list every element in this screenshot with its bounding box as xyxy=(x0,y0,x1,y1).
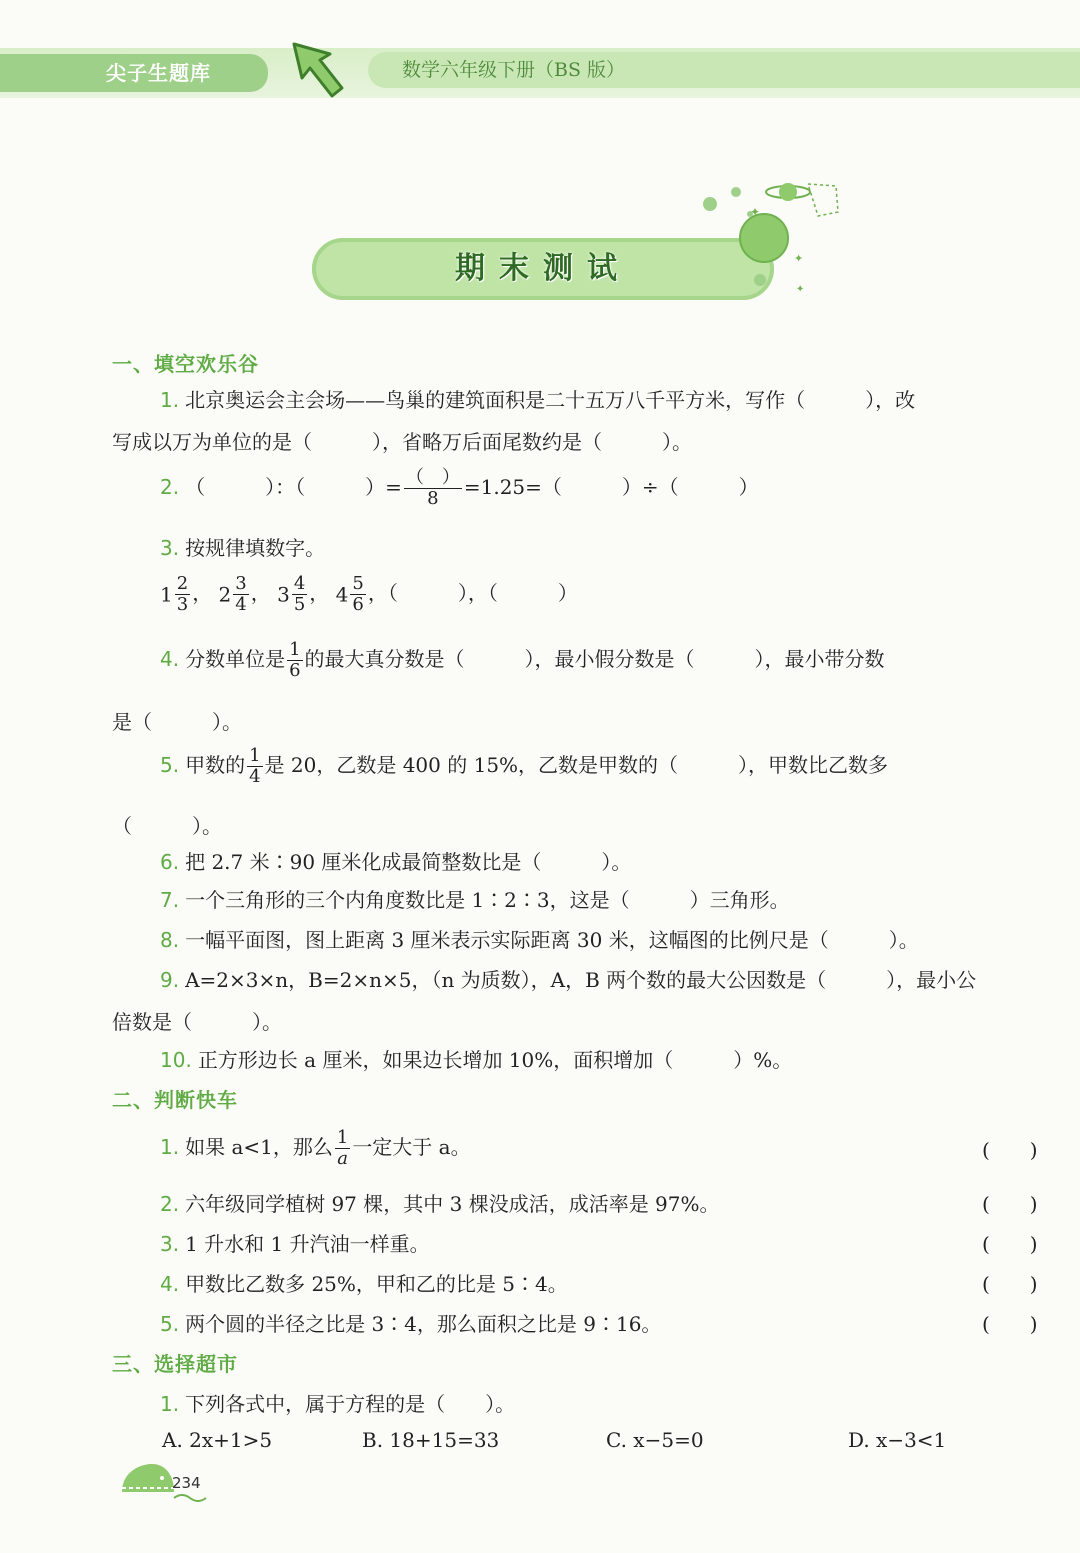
fraction xyxy=(175,574,190,615)
question-number: 6. xyxy=(160,850,180,874)
mixed-whole: 3 xyxy=(277,582,290,607)
answer-paren[interactable]: ( ) xyxy=(982,1192,1038,1216)
fraction xyxy=(404,468,462,509)
fraction xyxy=(287,640,302,681)
question-number: 4. xyxy=(160,1272,180,1296)
question-number: 4. xyxy=(160,647,180,671)
question-text: 北京奥运会主会场——鸟巢的建筑面积是二十五万八千平方米，写作（ ），改 xyxy=(185,388,916,412)
answer-paren[interactable]: ( ) xyxy=(982,1232,1038,1256)
fraction-denominator: 4 xyxy=(249,766,261,787)
choice-question xyxy=(160,1388,515,1417)
question-number: 3. xyxy=(160,1232,180,1256)
svg-text:✦: ✦ xyxy=(796,284,805,295)
answer-paren[interactable]: ( ) xyxy=(982,1312,1038,1336)
question-text: 甲数比乙数多 25%，甲和乙的比是 5∶4。 xyxy=(185,1272,568,1296)
q8 xyxy=(160,924,919,953)
planet-decoration-icon xyxy=(690,176,860,306)
fraction xyxy=(247,746,262,787)
fraction xyxy=(233,574,248,615)
question-number: 3. xyxy=(160,536,180,560)
question-number: 1. xyxy=(160,1135,180,1159)
question-text: 一幅平面图，图上距离 3 厘米表示实际距离 30 米，这幅图的比例尺是（ ）。 xyxy=(185,928,919,952)
question-number: 7. xyxy=(160,888,180,912)
question-text: 1 升水和 1 升汽油一样重。 xyxy=(185,1232,430,1256)
q4-line2: 是（ ）。 xyxy=(112,710,242,734)
question-text: 一个三角形的三个内角度数比是 1∶2∶3，这是（ ）三角形。 xyxy=(185,888,790,912)
section-heading-judge: 二、判断快车 xyxy=(112,1088,238,1112)
question-text: 是 20，乙数是 400 的 15%，乙数是甲数的（ ），甲数比乙数多 xyxy=(264,753,889,777)
fraction xyxy=(350,574,365,615)
q6 xyxy=(160,846,631,875)
question-number: 2. xyxy=(160,475,180,499)
q7 xyxy=(160,884,790,913)
question-number: 5. xyxy=(160,1312,180,1336)
question-text: 两个圆的半径之比是 3∶4，那么面积之比是 9∶16。 xyxy=(185,1312,662,1336)
question-text: 的最大真分数是（ ），最小假分数是（ ），最小带分数 xyxy=(304,647,885,671)
answer-paren[interactable]: ( ) xyxy=(982,1138,1038,1162)
fraction-denominator: 6 xyxy=(352,594,364,615)
q3 xyxy=(160,532,325,561)
mixed-whole: 4 xyxy=(335,582,349,607)
svg-text:✦: ✦ xyxy=(750,205,761,219)
fraction-numerator: 4 xyxy=(293,573,306,594)
q2-part2: =1.25=（ ）÷（ ） xyxy=(463,475,759,499)
question-number: 2. xyxy=(160,1192,180,1216)
fraction-numerator: 2 xyxy=(176,573,189,594)
question-text: 一定大于 a。 xyxy=(352,1135,471,1159)
question-text: 按规律填数字。 xyxy=(185,536,326,560)
fraction-denominator: 8 xyxy=(427,488,439,509)
fraction xyxy=(292,574,307,615)
judge-item xyxy=(160,1228,430,1257)
question-text: 如果 a<1，那么 xyxy=(185,1135,333,1159)
page-number: 234 xyxy=(172,1474,201,1492)
q1-line1 xyxy=(160,384,915,413)
question-text: 甲数的 xyxy=(185,753,246,777)
q1-line2: 写成以万为单位的是（ ），省略万后面尾数约是（ ）。 xyxy=(112,430,692,454)
q2-part1: （ ）：（ ）= xyxy=(185,475,402,499)
sequence-blanks: ，（ ），（ ） xyxy=(367,581,578,605)
option-a[interactable]: A. 2x+1>5 xyxy=(162,1428,273,1452)
separator: ， xyxy=(192,581,213,605)
fraction xyxy=(335,1128,350,1169)
option-d[interactable]: D. x−3<1 xyxy=(848,1428,947,1452)
section-heading-choice: 三、选择超市 xyxy=(112,1352,238,1376)
fraction-denominator: 5 xyxy=(293,594,306,615)
question-number: 1. xyxy=(160,388,180,412)
fraction-denominator: 6 xyxy=(289,660,301,681)
answer-paren[interactable]: ( ) xyxy=(982,1272,1038,1296)
book-title: 数学六年级下册（BS 版） xyxy=(368,52,1080,88)
question-text: 分数单位是 xyxy=(185,647,286,671)
fraction-denominator: 4 xyxy=(235,594,247,615)
fraction-numerator: 1 xyxy=(289,639,301,660)
q9 xyxy=(160,964,976,993)
q5-line2: （ ）。 xyxy=(112,814,222,838)
question-text: 正方形边长 a 厘米，如果边长增加 10%，面积增加（ ）%。 xyxy=(197,1048,793,1072)
fraction-numerator: 1 xyxy=(336,1127,349,1148)
section-heading-fill: 一、填空欢乐谷 xyxy=(112,352,259,376)
brand-tab: 尖子生题库 xyxy=(0,54,268,92)
q5 xyxy=(160,746,888,787)
q10 xyxy=(160,1044,792,1073)
question-number: 8. xyxy=(160,928,180,952)
question-text: 把 2.7 米∶90 厘米化成最简整数比是（ ）。 xyxy=(185,850,632,874)
q4 xyxy=(160,640,885,681)
mixed-whole: 1 xyxy=(160,582,173,607)
page-title: 期末测试 xyxy=(455,251,631,286)
q3-sequence xyxy=(160,574,578,615)
question-number: 5. xyxy=(160,753,180,777)
judge-item xyxy=(160,1188,720,1217)
question-number: 1. xyxy=(160,1392,180,1416)
question-number: 9. xyxy=(160,968,180,992)
q9-line2: 倍数是（ ）。 xyxy=(112,1010,282,1034)
q2 xyxy=(160,468,759,509)
separator: ， xyxy=(250,581,271,605)
judge-item xyxy=(160,1128,471,1169)
mixed-whole: 2 xyxy=(218,582,232,607)
fraction-numerator: 1 xyxy=(249,745,261,766)
fraction-numerator: 3 xyxy=(235,573,247,594)
option-c[interactable]: C. x−5=0 xyxy=(606,1428,704,1452)
fraction-numerator: （ ） xyxy=(405,467,460,488)
option-b[interactable]: B. 18+15=33 xyxy=(362,1428,500,1452)
question-text: 六年级同学植树 97 棵，其中 3 棵没成活，成活率是 97%。 xyxy=(185,1192,720,1216)
fraction-denominator: 3 xyxy=(176,594,189,615)
separator: ， xyxy=(309,581,330,605)
arrow-icon xyxy=(290,40,346,98)
svg-text:✦: ✦ xyxy=(794,252,804,265)
judge-item xyxy=(160,1308,661,1337)
fraction-numerator: 5 xyxy=(352,573,364,594)
question-text: A=2×3×n，B=2×n×5，（n 为质数），A，B 两个数的最大公因数是（ ），最小公 xyxy=(185,968,977,992)
question-text: 下列各式中，属于方程的是（ ）。 xyxy=(185,1392,516,1416)
fraction-denominator: a xyxy=(337,1148,348,1169)
judge-item xyxy=(160,1268,568,1297)
question-number: 10. xyxy=(160,1048,192,1072)
